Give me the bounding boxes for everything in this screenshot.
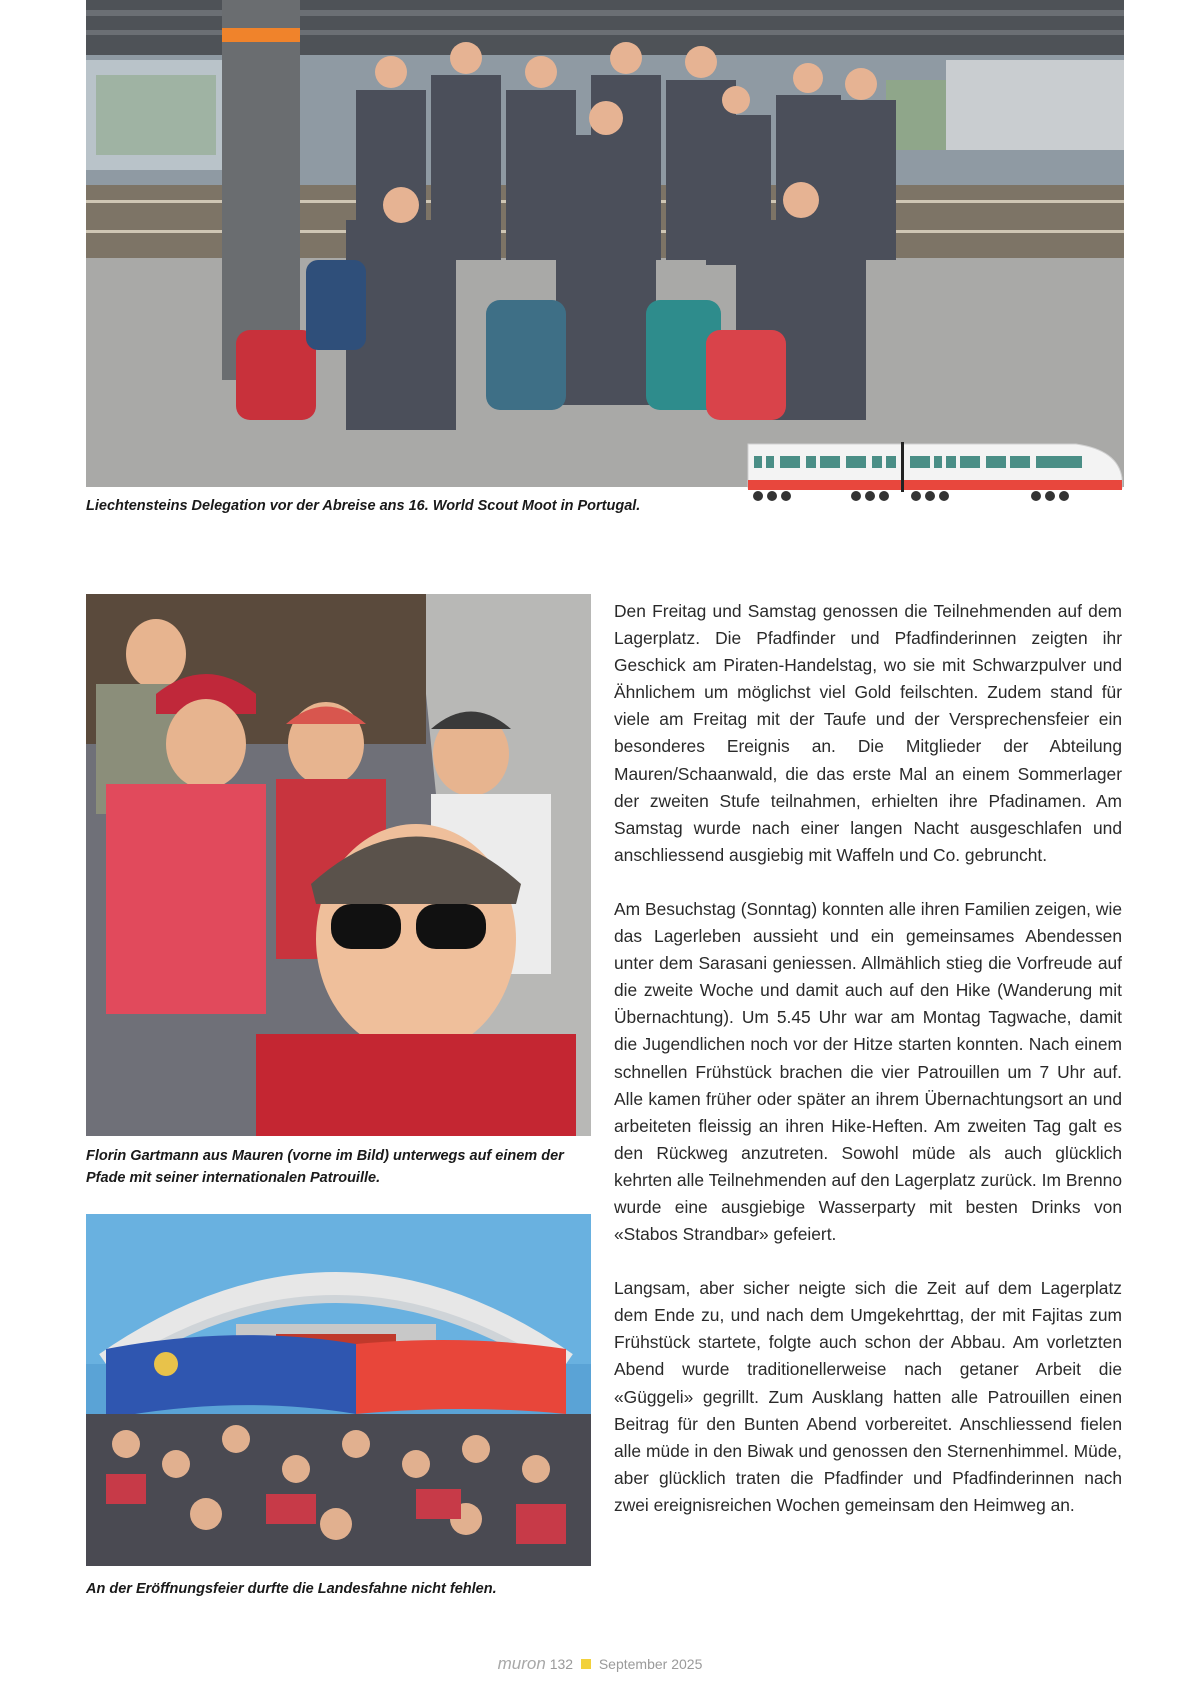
page-footer — [0, 1654, 1200, 1674]
issue-date: September 2025 — [598, 1656, 703, 1672]
issue-number: 132 — [549, 1656, 574, 1672]
selfie-photo — [86, 594, 591, 1136]
selfie-photo-caption: Florin Gartmann aus Mauren (vorne im Bild) unterwegs auf einem der Pfade mit seiner internationalen Patrouille. — [86, 1148, 564, 1186]
article-body — [614, 598, 1122, 1546]
delegation-photo-caption: Liechtensteins Delegation vor der Abreise ans 16. World Scout Moot in Portugal. — [86, 498, 641, 514]
footer-square-icon — [581, 1659, 591, 1669]
magazine-brand: muron — [497, 1654, 546, 1673]
delegation-photo — [86, 0, 1124, 487]
flag-photo-caption: An der Eröffnungsfeier durfte die Landesfahne nicht fehlen. — [86, 1581, 497, 1597]
article-paragraph: Am Besuchstag (Sonntag) konnten alle ihren Familien zeigen, wie das Lagerleben aussieht und ein gemeinsames Abendessen unter dem Sarasani geniessen. Allmählich stieg die Vorfreude auf die zweite Woche und damit auch auf den Hike (Wanderung mit Übernachtung). Um 5.45 Uhr war am Montag Tagwache, damit die Jugendlichen noch vor der Hitze starten konnten. Nach einem schnellen Frühstück brachen die vier Patrouillen um 7 Uhr auf. Alle kamen früher oder später an ihrem Übernachtungsort an und arbeiteten fleissig an ihren Hike-Heften. Am zweiten Tag galt es den Rückweg anzutreten. Sowohl müde als auch glücklich kehrten alle Teilnehmenden auf den Lagerplatz zurück. Im Brenno wurde eine ausgiebige Wasserparty mit besten Drinks von «Stabos Strandbar» gefeiert. — [614, 898, 1122, 1245]
article-paragraph: Den Freitag und Samstag genossen die Teilnehmenden auf dem Lagerplatz. Die Pfadfinder und Pfadfinderinnen zeigten ihr Geschick am Piraten-Handelstag, wo sie mit Schwarzpulver und Ähnlichem um möglichst viel Gold feilschten. Zudem stand für viele am Freitag mit der Taufe und der Versprechensfeier ein besonderes Ereignis an. Die Mitglieder der Abteilung Mauren/Schaanwald, die das erste Mal an einem Sommerlager der zweiten Stufe teilnahmen, erhielten ihre Pfadinamen. Am Samstag wurde nach einer langen Nacht ausgeschlafen und anschliessend ausgiebig mit Waffeln und Co. gebruncht. — [614, 601, 1122, 865]
article-paragraph: Langsam, aber sicher neigte sich die Zeit auf dem Lagerplatz dem Ende zu, und nach dem Umgekehrttag, der mit Fajitas zum Frühstück startete, folgte auch schon der Abbau. Am vorletzten Abend wurde traditionellerweise nach getaner Arbeit die «Güggeli» gegrillt. Zum Ausklang hatten alle Patrouillen einen Beitrag für den Bunten Abend vorbereitet. Anschliessend fielen alle müde in den Biwak und genossen den Sternenhimmel. Müde, aber glücklich traten die Pfadfinder und Pfadfinderinnen nach zwei ereignisreichen Wochen gemeinsam den Heimweg an. — [614, 1278, 1122, 1515]
train-illustration — [746, 440, 1124, 506]
flag-photo — [86, 1214, 591, 1566]
